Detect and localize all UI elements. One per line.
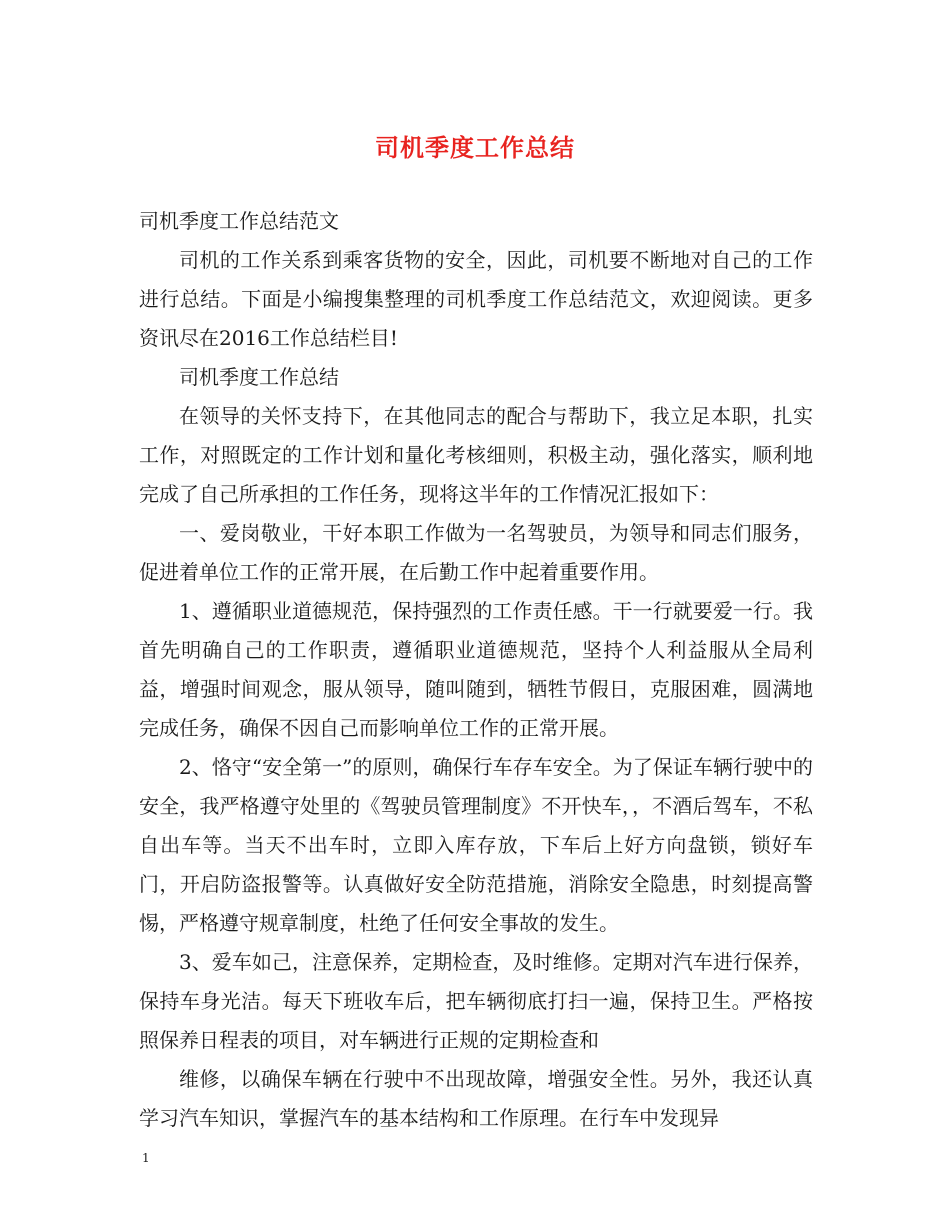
item-1-paragraph: 1、遵循职业道德规范，保持强烈的工作责任感。干一行就要爱一行。我首先明确自己的工作职责，遵循职业道德规范，坚持个人利益服从全局利益，增强时间观念，服从领导，随叫随到，牺牲节假日，克服困难，圆满地完成任务，确保不因自己而影响单位工作的正常开展。	[139, 599, 813, 740]
item-3-paragraph: 3、爱车如己，注意保养，定期检查，及时维修。定期对汽车进行保养，保持车身光洁。每天下班收车后，把车辆彻底打扫一遍，保持卫生。严格按照保养日程表的项目，对车辆进行正规的定期检查和	[139, 950, 813, 1052]
subtitle-paragraph: 司机季度工作总结范文	[139, 209, 339, 233]
page-number: 1	[142, 1151, 150, 1165]
point-one-paragraph: 一、爱岗敬业，干好本职工作做为一名驾驶员，为领导和同志们服务，促进着单位工作的正常开展，在后勤工作中起着重要作用。	[139, 521, 813, 584]
document-title: 司机季度工作总结	[375, 133, 575, 162]
opening-paragraph: 在领导的关怀支持下，在其他同志的配合与帮助下，我立足本职，扎实工作，对照既定的工作计划和量化考核细则，积极主动，强化落实，顺利地完成了自己所承担的工作任务，现将这半年的工作情况汇报如下：	[139, 404, 813, 506]
continuation-paragraph: 维修，以确保车辆在行驶中不出现故障，增强安全性。另外，我还认真学习汽车知识，掌握汽车的基本结构和工作原理。在行车中发现异	[139, 1067, 813, 1130]
intro-paragraph: 司机的工作关系到乘客货物的安全，因此，司机要不断地对自己的工作进行总结。下面是小编搜集整理的司机季度工作总结范文，欢迎阅读。更多资讯尽在2016工作总结栏目!	[139, 248, 813, 350]
section-heading-paragraph: 司机季度工作总结	[179, 365, 339, 389]
item-2-paragraph: 2、恪守“安全第一”的原则，确保行车存车安全。为了保证车辆行驶中的安全，我严格遵守处里的《驾驶员管理制度》不开快车，，不酒后驾车，不私自出车等。当天不出车时，立即入库存放，下车后上好方向盘锁，锁好车门，开启防盗报警等。认真做好安全防范措施，消除安全隐患，时刻提高警惕，严格遵守规章制度，杜绝了任何安全事故的发生。	[139, 755, 813, 935]
document-body	[139, 202, 813, 1138]
